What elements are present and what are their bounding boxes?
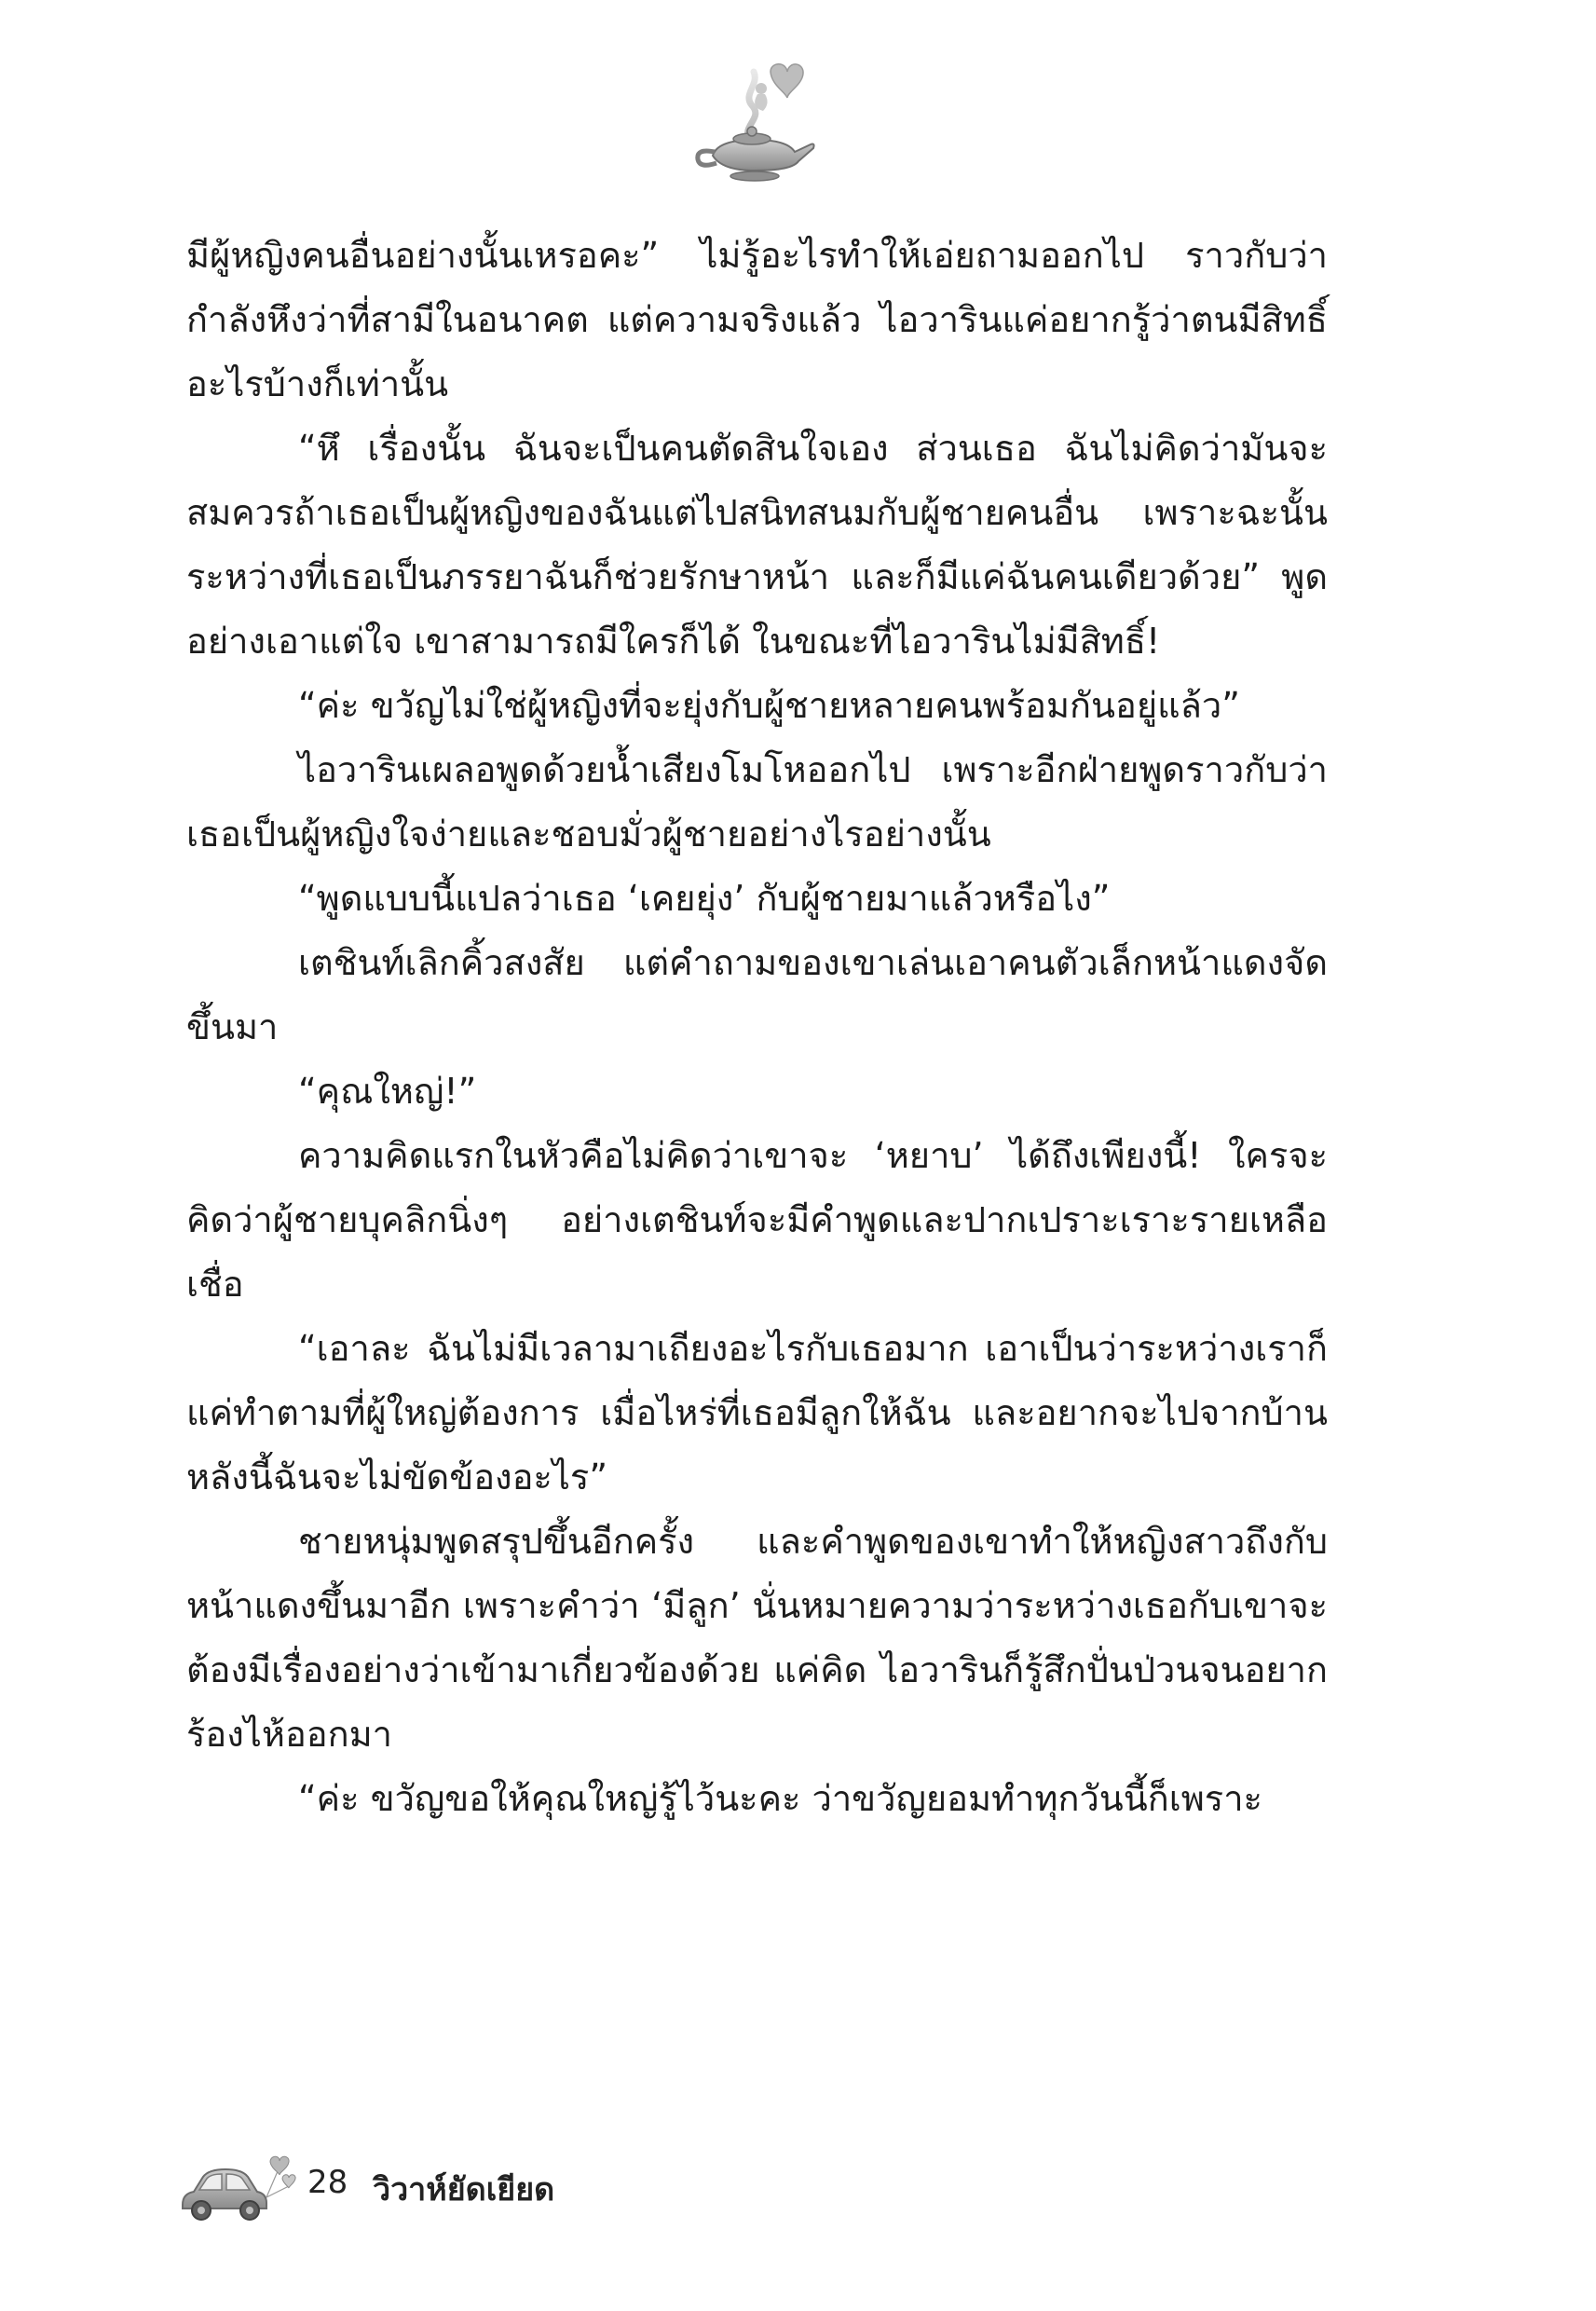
- paragraph: เตชินท์เลิกคิ้วสงสัย แต่คำถามของเขาเล่นเอาคนตัวเล็กหน้าแดงจัดขึ้นมา: [186, 942, 1328, 1047]
- body-text: [186, 224, 1328, 1831]
- paragraph: “คุณใหญ่!”: [298, 1071, 477, 1112]
- paragraph: “เอาละ ฉันไม่มีเวลามาเถียงอะไรกับเธอมาก เอาเป็นว่าระหว่างเราก็แค่ทำตามที่ผู้ใหญ่ต้องการ เมื่อไหร่ที่เธอมีลูกให้ฉัน และอยากจะไปจากบ้านหลังนี้ฉันจะไม่ขัดข้องอะไร”: [186, 1328, 1328, 1497]
- car-with-hearts-icon: [177, 2143, 298, 2227]
- page-number: 28: [307, 2164, 348, 2201]
- paragraph: “พูดแบบนี้แปลว่าเธอ ‘เคยยุ่ง’ กับผู้ชายมาแล้วหรือไง”: [298, 878, 1111, 919]
- paragraph: ชายหนุ่มพูดสรุปขึ้นอีกครั้ง และคำพูดของเขาทำให้หญิงสาวถึงกับหน้าแดงขึ้นมาอีก เพราะคำว่า ‘มีลูก’ นั่นหมายความว่าระหว่างเธอกับเขาจะต้องมีเรื่องอย่างว่าเข้ามาเกี่ยวข้องด้วย แค่คิด ไอวารินก็รู้สึกปั่นป่วนจนอยากร้องไห้ออกมา: [186, 1521, 1328, 1755]
- genie-lamp-icon: [685, 51, 825, 191]
- paragraph: “หึ เรื่องนั้น ฉันจะเป็นคนตัดสินใจเอง ส่วนเธอ ฉันไม่คิดว่ามันจะสมควรถ้าเธอเป็นผู้หญิงของฉันแต่ไปสนิทสนมกับผู้ชายคนอื่น เพราะฉะนั้น ระหว่างที่เธอเป็นภรรยาฉันก็ช่วยรักษาหน้า และก็มีแค่ฉันคนเดียวด้วย” พูดอย่างเอาแต่ใจ เขาสามารถมีใครก็ได้ ในขณะที่ไอวารินไม่มีสิทธิ์!: [186, 428, 1328, 662]
- paragraph: “ค่ะ ขวัญไม่ใช่ผู้หญิงที่จะยุ่งกับผู้ชายหลายคนพร้อมกันอยู่แล้ว”: [298, 685, 1240, 726]
- paragraph: “ค่ะ ขวัญขอให้คุณใหญ่รู้ไว้นะคะ ว่าขวัญยอมทำทุกวันนี้ก็เพราะ: [298, 1778, 1262, 1819]
- page-footer: [177, 2143, 922, 2227]
- paragraph: ความคิดแรกในหัวคือไม่คิดว่าเขาจะ ‘หยาบ’ ได้ถึงเพียงนี้! ใครจะคิดว่าผู้ชายบุคลิกนิ่งๆ อย่างเตชินท์จะมีคำพูดและปากเปราะเราะรายเหลือเชื่อ: [186, 1135, 1328, 1305]
- paragraph: มีผู้หญิงคนอื่นอย่างนั้นเหรอคะ” ไม่รู้อะไรทำให้เอ่ยถามออกไป ราวกับว่ากำลังหึงว่าที่สามีในอนาคต แต่ความจริงแล้ว ไอวารินแค่อยากรู้ว่าตนมีสิทธิ์อะไรบ้างก็เท่านั้น: [186, 235, 1328, 404]
- paragraph: ไอวารินเผลอพูดด้วยน้ำเสียงโมโหออกไป เพราะอีกฝ่ายพูดราวกับว่าเธอเป็นผู้หญิงใจง่ายและชอบมั่วผู้ชายอย่างไรอย่างนั้น: [186, 749, 1328, 855]
- book-title: วิวาห์ยัดเยียด: [373, 2171, 555, 2208]
